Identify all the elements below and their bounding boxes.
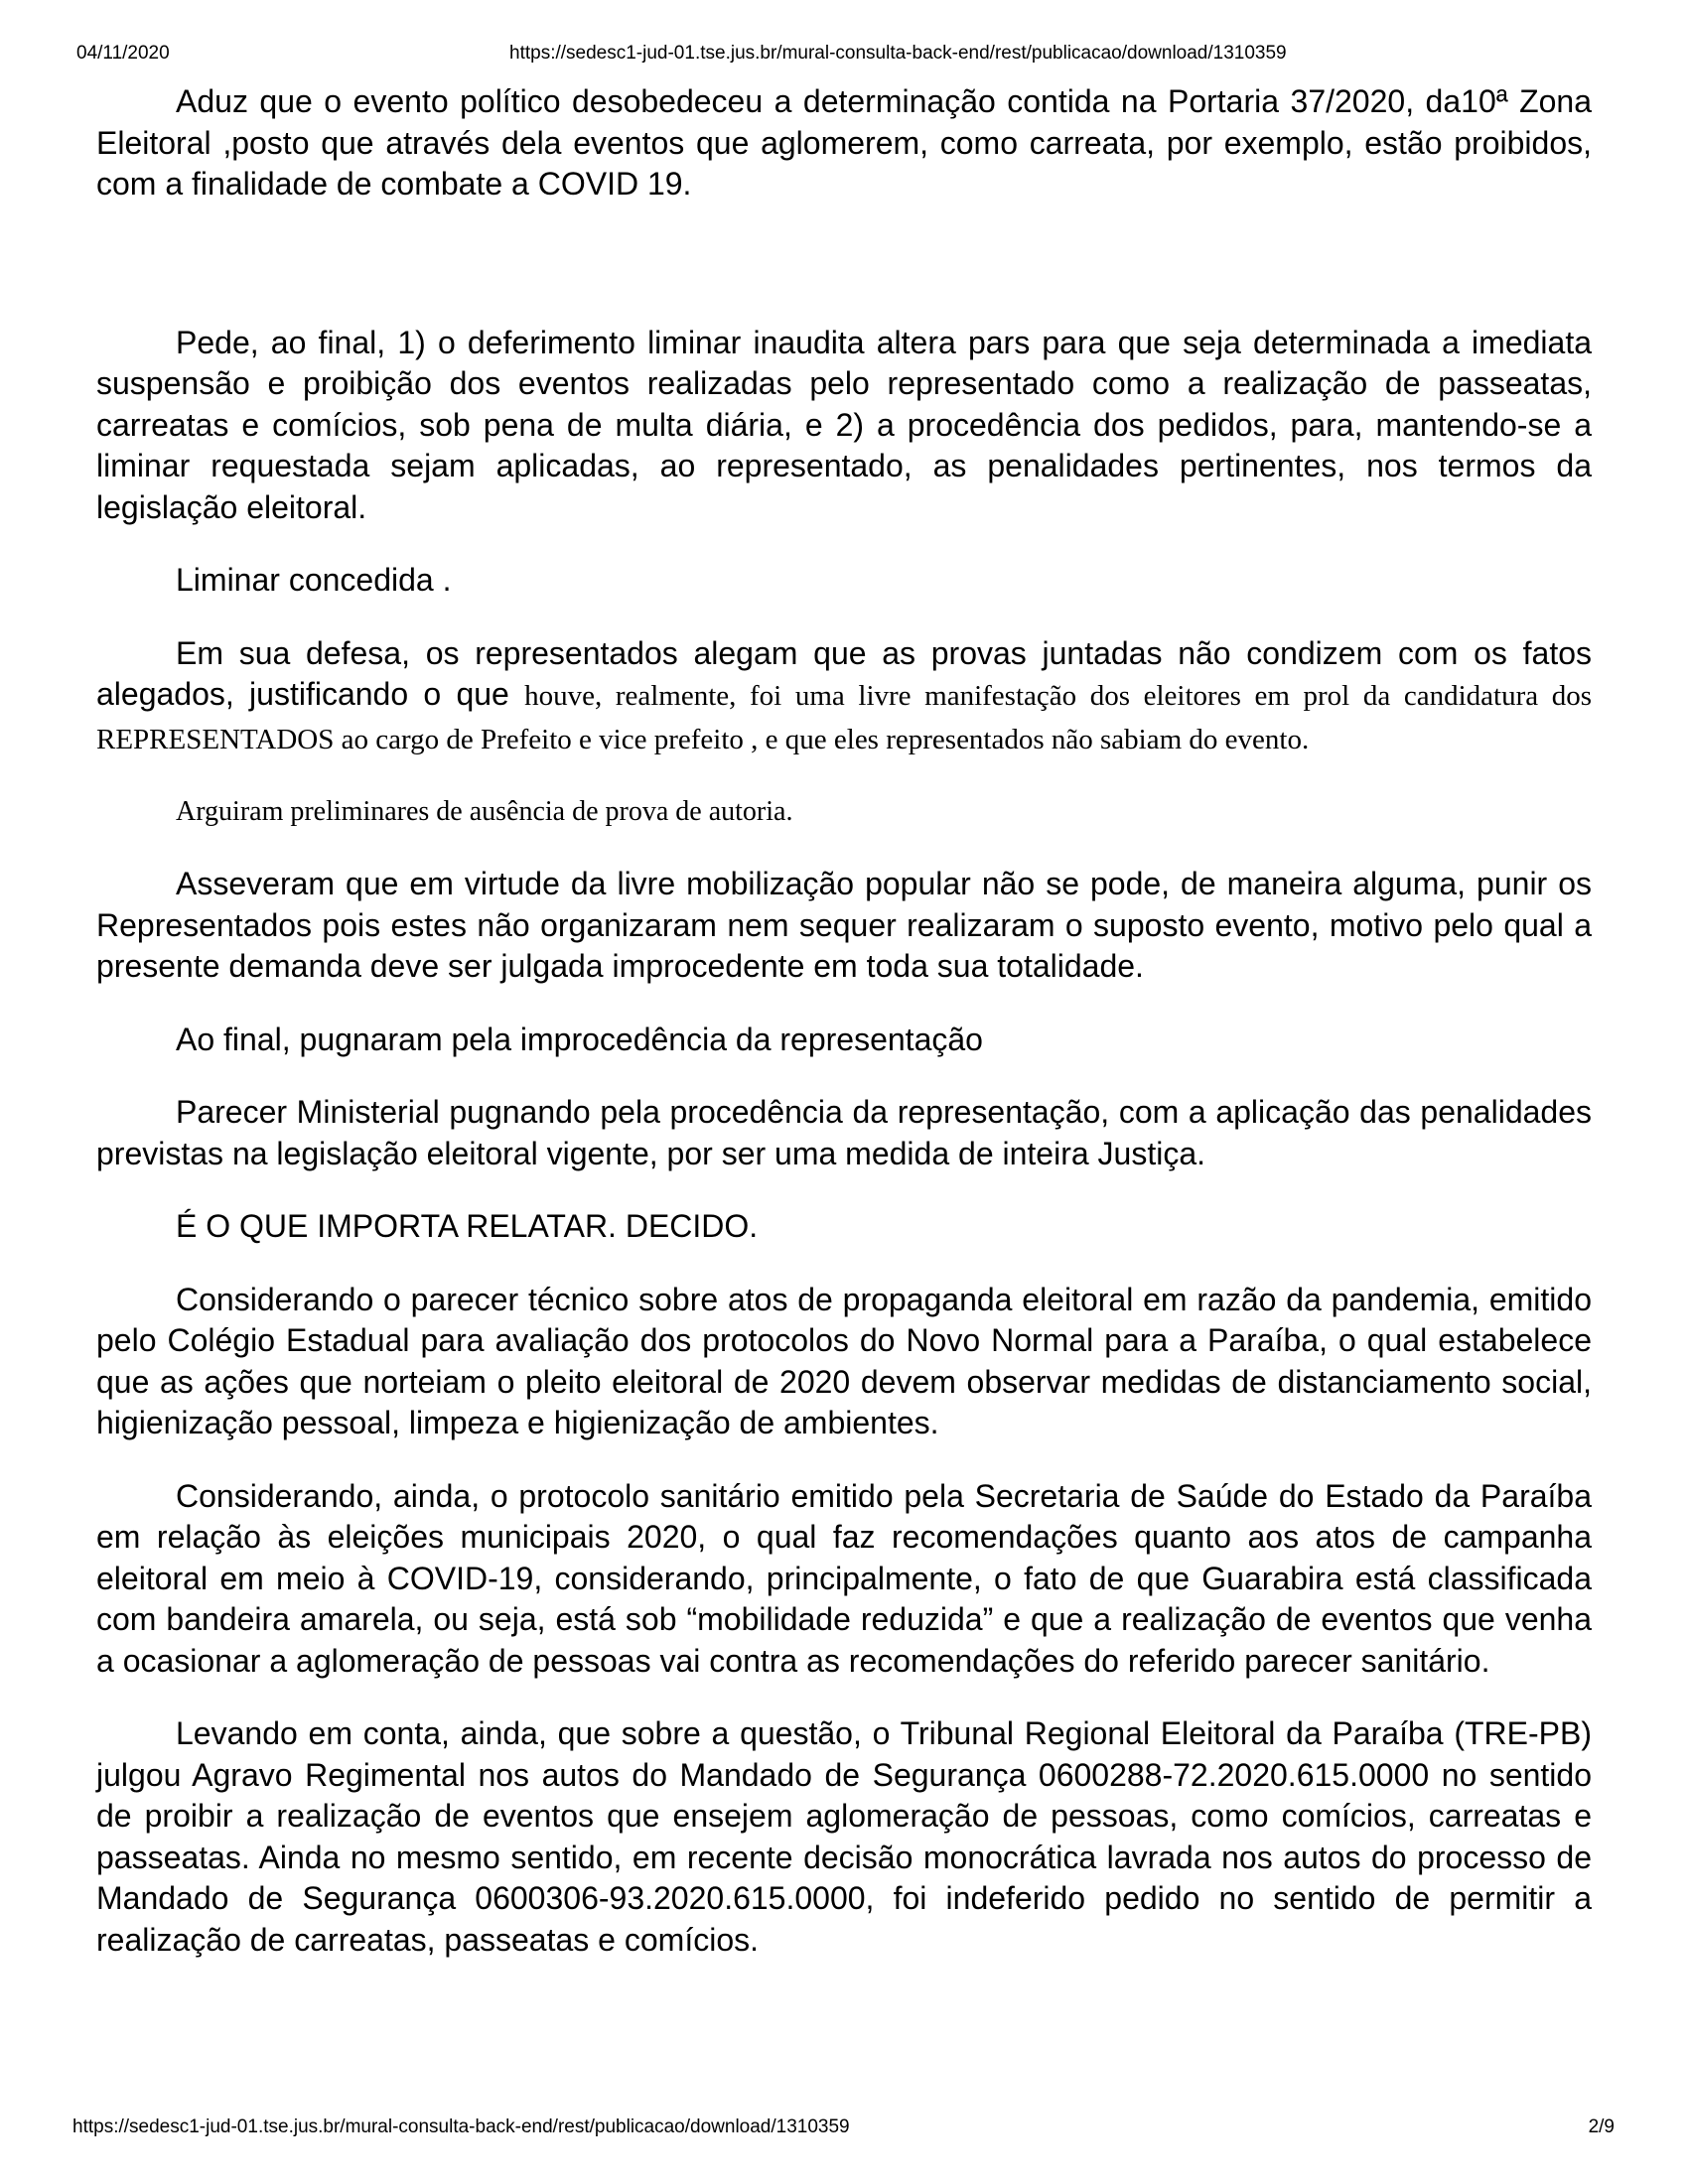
paragraph-considerando-parecer: Considerando o parecer técnico sobre atos de propaganda eleitoral em razão da pandemia, emitido pelo Colégio Estadual para avaliação dos protocolos do Novo Normal para a Paraíba, o qual estabelece que as ações que norteiam o pleito eleitoral de 2020 devem observar medidas de distanciamento social, higienização pessoal, limpeza e higienização de ambientes. — [96, 1281, 1592, 1440]
paragraph-relatar-decido: É O QUE IMPORTA RELATAR. DECIDO. — [176, 1208, 759, 1244]
paragraph-pede: Pede, ao final, 1) o deferimento liminar inaudita altera pars para que seja determinada a imediata suspensão e proibição dos eventos realizadas pelo representado como a realização de passeatas, carreatas e comícios, sob pena de multa diária, e 2) a procedência dos pedidos, para, mantendo-se a liminar requestada sejam aplicadas, ao representado, as penalidades pertinentes, nos termos da legislação eleitoral. — [96, 324, 1592, 525]
header-date: 04/11/2020 — [76, 43, 170, 64]
document-body — [96, 81, 1592, 1992]
paragraph-considerando-protocolo: Considerando, ainda, o protocolo sanitário emitido pela Secretaria de Saúde do Estado da Paraíba em relação às eleições municipais 2020, o qual faz recomendações quanto aos atos de campanha eleitoral em meio à COVID-19, considerando, principalmente, o fato de que Guarabira está classificada com bandeira amarela, ou seja, está sob “mobilidade reduzida” e que a realização de eventos que venha a ocasionar a aglomeração de pessoas vai contra as recomendações do referido parecer sanitário. — [96, 1477, 1592, 1679]
paragraph-defesa-sans: Em sua defesa, os representados alegam que as provas juntadas não condizem com os fatos alegados, justificando o que — [96, 634, 1592, 712]
paragraph-defesa — [96, 633, 1592, 761]
footer-page-number: 2/9 — [1588, 2116, 1615, 2137]
paragraph-levando-em-conta: Levando em conta, ainda, que sobre a questão, o Tribunal Regional Eleitoral da Paraíba (TRE-PB) julgou Agravo Regimental nos autos do Mandado de Segurança 0600288-72.2020.615.0000 no sentido de proibir a realização de eventos que ensejem aglomeração de pessoas, como comícios, carreatas e passeatas. Ainda no mesmo sentido, em recente decisão monocrática lavrada nos autos do processo de Mandado de Segurança 0600306-93.2020.615.0000, foi indeferido pedido no sentido de permitir a realização de carreatas, passeatas e comícios. — [96, 1715, 1592, 1958]
paragraph-ao-final: Ao final, pugnaram pela improcedência da representação — [176, 1021, 983, 1057]
paragraph-preliminares: Arguiram preliminares de ausência de prova de autoria. — [176, 796, 793, 827]
paragraph-liminar: Liminar concedida . — [176, 562, 452, 598]
paragraph-asseveram: Asseveram que em virtude da livre mobilização popular não se pode, de maneira alguma, punir os Representados pois estes não organizaram nem sequer realizaram o suposto evento, motivo pelo qual a presente demanda deve ser julgada improcedente em toda sua totalidade. — [96, 866, 1592, 984]
paragraph-parecer-ministerial: Parecer Ministerial pugnando pela procedência da representação, com a aplicação das penalidades previstas na legislação eleitoral vigente, por ser uma medida de inteira Justiça. — [96, 1094, 1592, 1171]
paragraph-aduz: Aduz que o evento político desobedeceu a determinação contida na Portaria 37/2020, da10ª Zona Eleitoral ,posto que através dela eventos que aglomerem, como carreata, por exemplo, estão proibidos, com a finalidade de combate a COVID 19. — [96, 83, 1592, 202]
footer-url: https://sedesc1-jud-01.tse.jus.br/mural-consulta-back-end/rest/publicacao/download/1310359 — [72, 2116, 850, 2137]
paragraph-defesa-serif: houve, realmente, foi uma livre manifestação dos eleitores em prol da candidatura dos REPRESENTADOS ao cargo de Prefeito e vice prefeito , e que eles representados não sabiam do evento. — [96, 680, 1592, 755]
header-url: https://sedesc1-jud-01.tse.jus.br/mural-consulta-back-end/rest/publicacao/download/1310359 — [509, 43, 1287, 64]
paragraph-spacer — [96, 237, 1592, 323]
